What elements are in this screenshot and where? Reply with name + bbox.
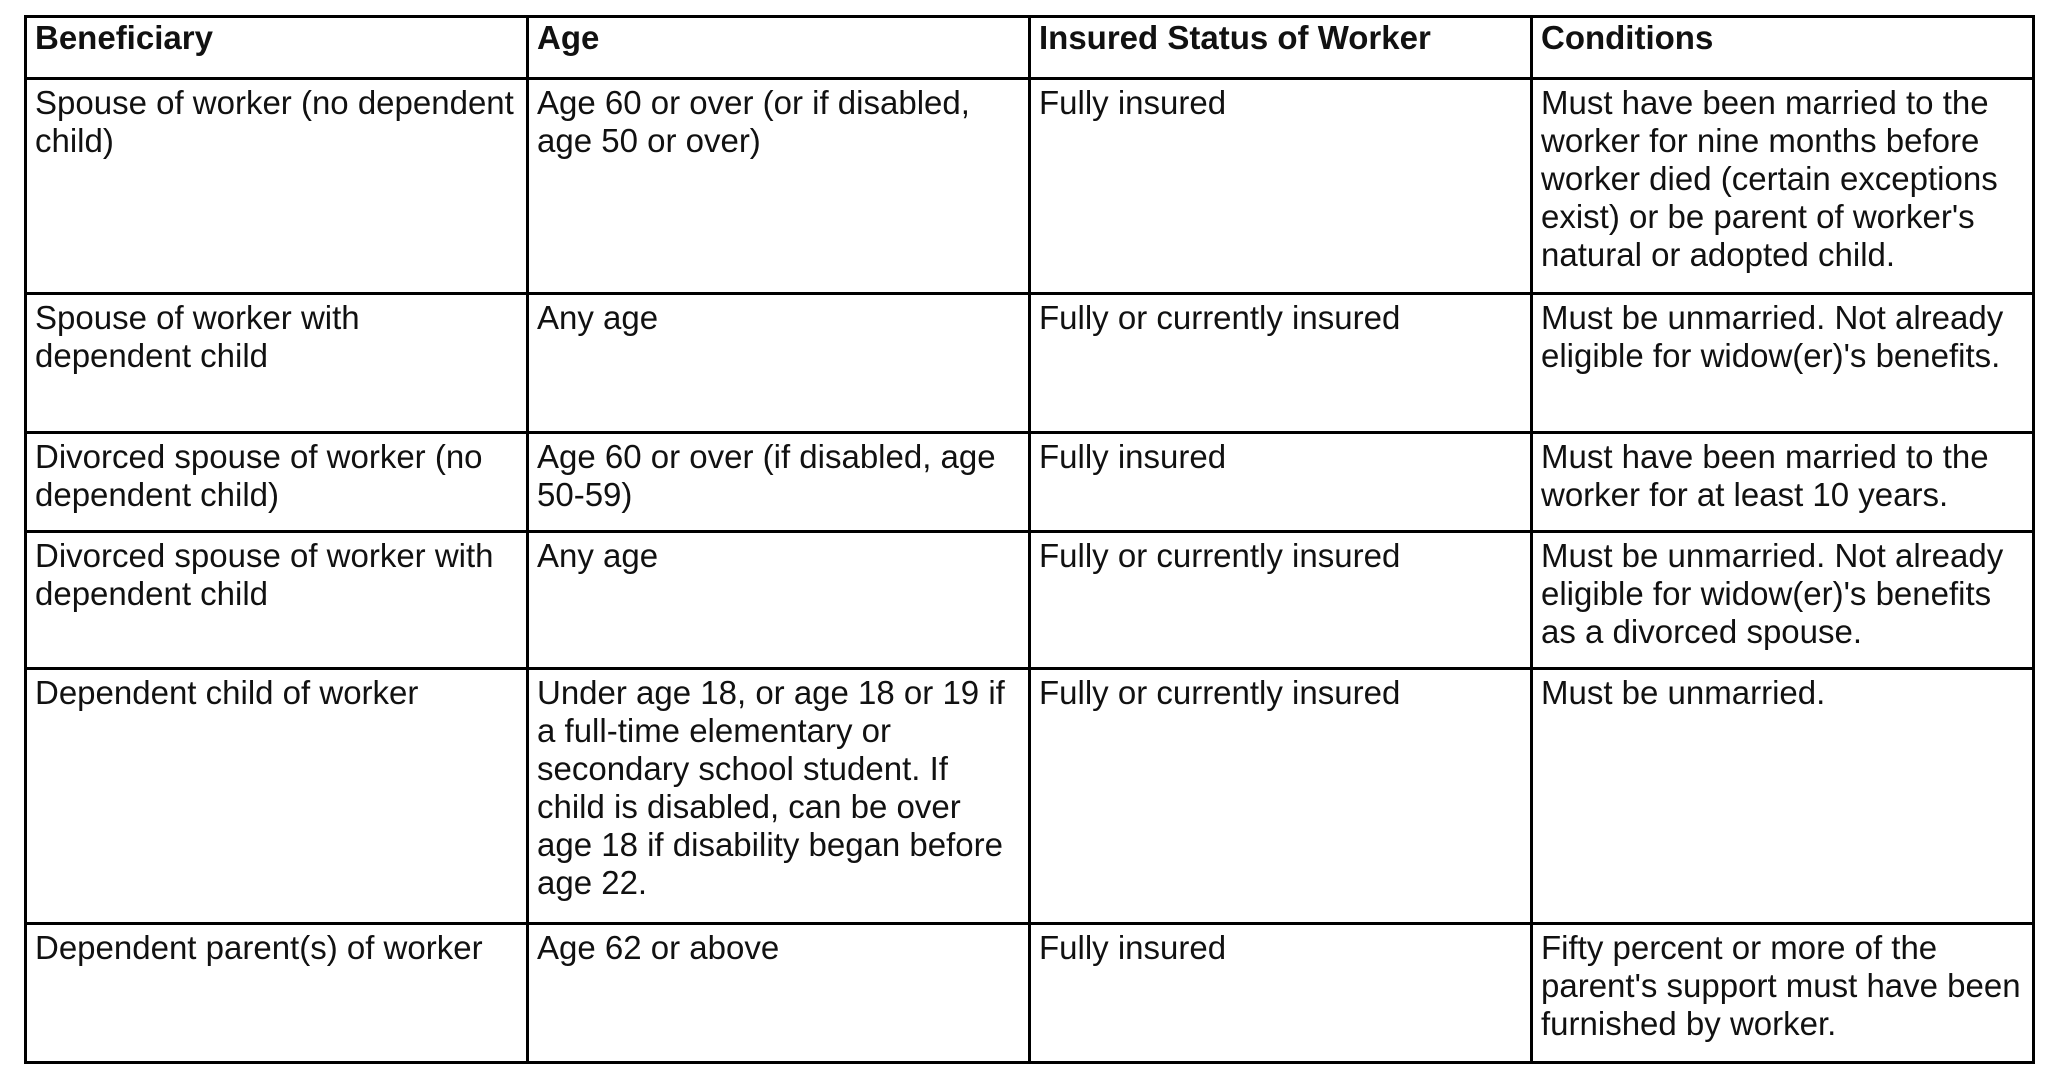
table-row: [26, 433, 2034, 532]
cell-conditions: Must have been married to the worker for nine months before worker died (certain exceptions exist) or be parent of worker's natural or adopted child.: [1532, 79, 2034, 294]
cell-insured-status: Fully insured: [1030, 79, 1532, 294]
table-row: [26, 669, 2034, 924]
cell-insured-status: Fully or currently insured: [1030, 669, 1532, 924]
table-row: [26, 924, 2034, 1063]
cell-age: Any age: [528, 294, 1030, 433]
cell-beneficiary: Divorced spouse of worker with dependent child: [26, 532, 528, 669]
cell-age: Any age: [528, 532, 1030, 669]
header-conditions: Conditions: [1532, 17, 2034, 79]
cell-beneficiary: Spouse of worker (no dependent child): [26, 79, 528, 294]
table-body: [26, 79, 2034, 1063]
cell-conditions: Must have been married to the worker for at least 10 years.: [1532, 433, 2034, 532]
header-row: [26, 17, 2034, 79]
cell-age: Under age 18, or age 18 or 19 if a full-time elementary or secondary school student. If child is disabled, can be over age 18 if disability began before age 22.: [528, 669, 1030, 924]
table-row: [26, 532, 2034, 669]
table-row: [26, 294, 2034, 433]
benefits-table: [24, 15, 2035, 1064]
header-insured-status: Insured Status of Worker: [1030, 17, 1532, 79]
cell-beneficiary: Spouse of worker with dependent child: [26, 294, 528, 433]
cell-insured-status: Fully insured: [1030, 433, 1532, 532]
header-age: Age: [528, 17, 1030, 79]
cell-conditions: Must be unmarried. Not already eligible for widow(er)'s benefits.: [1532, 294, 2034, 433]
header-beneficiary: Beneficiary: [26, 17, 528, 79]
cell-age: Age 60 or over (if disabled, age 50-59): [528, 433, 1030, 532]
cell-conditions: Fifty percent or more of the parent's support must have been furnished by worker.: [1532, 924, 2034, 1063]
cell-insured-status: Fully or currently insured: [1030, 294, 1532, 433]
cell-beneficiary: Dependent parent(s) of worker: [26, 924, 528, 1063]
cell-age: Age 62 or above: [528, 924, 1030, 1063]
cell-conditions: Must be unmarried. Not already eligible for widow(er)'s benefits as a divorced spouse.: [1532, 532, 2034, 669]
cell-beneficiary: Divorced spouse of worker (no dependent child): [26, 433, 528, 532]
cell-age: Age 60 or over (or if disabled, age 50 or over): [528, 79, 1030, 294]
cell-beneficiary: Dependent child of worker: [26, 669, 528, 924]
cell-insured-status: Fully or currently insured: [1030, 532, 1532, 669]
cell-conditions: Must be unmarried.: [1532, 669, 2034, 924]
table-row: [26, 79, 2034, 294]
cell-insured-status: Fully insured: [1030, 924, 1532, 1063]
table-header: [26, 17, 2034, 79]
